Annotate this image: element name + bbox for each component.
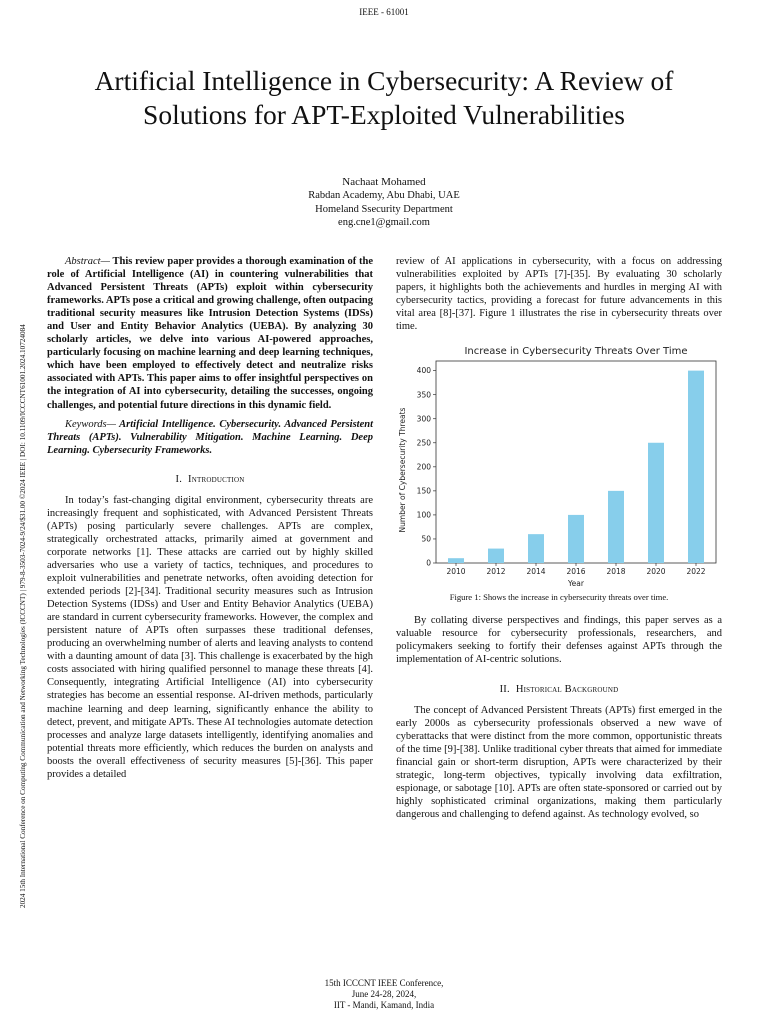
x-tick-label: 2012 (486, 567, 506, 577)
figure-1 (396, 341, 722, 589)
footer-line-2: June 24-28, 2024, (351, 989, 417, 999)
author-affiliation: Rabdan Academy, Abu Dhabi, UAE (308, 190, 460, 202)
historical-paragraph: The concept of Advanced Persistent Threats (APTs) first emerged in the early 2000s as cybersecurity professionals observed a new wave of cyberattacks that were distinct from the more common, opportunistic threats of the time [9]-[38]. Unlike traditional cyber threats that aimed for immediate financial gain or short-term disruption, APTs were characterized by their strategic, long-term objectives, typically involving data exfiltration, espionage, or sabotage [10]. APTs are often state-sponsored or carried out by highly sophisticated criminal organizations, making them particularly dangerous and challenging to defend against. As technology evolved, so (396, 704, 722, 820)
author-block (0, 176, 768, 230)
threats-bar-chart (396, 341, 722, 589)
x-tick-label: 2020 (646, 567, 666, 577)
collating-paragraph: By collating diverse perspectives and findings, this paper serves as a valuable resource for cybersecurity professionals, researchers, and policymakers seeking to fortify their defenses against APTs through the implementation of AI-centric solutions. (396, 615, 722, 666)
y-tick-label: 0 (426, 558, 431, 568)
title-line-2: Solutions for APT-Exploited Vulnerabilities (143, 99, 625, 130)
y-tick-label: 350 (416, 390, 431, 400)
chart-title: Increase in Cybersecurity Threats Over Time (464, 346, 688, 358)
bar-2022 (688, 371, 704, 563)
y-tick-label: 300 (416, 414, 431, 424)
x-tick-label: 2022 (686, 567, 706, 577)
abstract (47, 255, 373, 412)
title-line-1: Artificial Intelligence in Cybersecurity: A Review of (94, 65, 674, 96)
y-tick-label: 150 (416, 486, 431, 496)
y-tick-label: 400 (416, 366, 431, 376)
abstract-text: This review paper provides a thorough examination of the role of Artificial Intelligence (AI) in countering vulnerabilities that Advanced Persistent Threats (APTs) exploit within cybersecurity frameworks. APTs pose a critical and growing challenge, often outpacing traditional security measures like Intrusion Detection Systems (IDSs) and User and Entity Behavior Analytics (UEBA). By analyzing 30 scholarly articles, we delve into various AI-powered approaches, particularly focusing on machine learning and deep learning techniques, which have been employed to effectively detect and neutralize risks associated with APTs. This paper aims to offer insightful perspectives on the integration of AI into cybersecurity, detailing the successes, ongoing challenges, and potential future directions in this dynamic field. (47, 256, 373, 411)
author-name: Nachaat Mohamed (342, 176, 426, 188)
page-header: IEEE - 61001 (359, 7, 409, 17)
bar-2020 (648, 443, 664, 563)
y-tick-label: 250 (416, 438, 431, 448)
bar-2012 (488, 549, 504, 563)
bar-2016 (568, 515, 584, 563)
review-paragraph: review of AI applications in cybersecurity, with a focus on addressing vulnerabilities exploited by APTs [7]-[35]. By evaluating 30 scholarly papers, it highlights both the achievements and hurdles in merging AI with cybersecurity tactics, providing a forecast for future advancements in this vital area [8]-[37]. Figure 1 illustrates the rise in cybersecurity threats over time. (396, 256, 722, 333)
right-column (396, 255, 722, 821)
page-footer (0, 978, 768, 1011)
x-tick-label: 2014 (526, 567, 546, 577)
section-number: I. (175, 473, 183, 485)
x-tick-label: 2018 (606, 567, 626, 577)
section-title: Introduction (188, 473, 245, 485)
section-heading-introduction (47, 473, 373, 486)
footer-line-3: IIT - Mandi, Kamand, India (333, 1000, 435, 1010)
section-title: Historical Background (515, 683, 619, 695)
keywords-lead: Keywords— (65, 418, 116, 430)
introduction-paragraph: In today’s fast-changing digital environment, cybersecurity threats are increasingly frequent and sophisticated, with Advanced Persistent Threats (APTs) posing particularly severe challenges. APTs are complex, strategically orchestrated attacks, primarily aimed at government and corporate networks [1]. These attacks are carried out by highly skilled adversaries who use a variety of tactics, techniques, and procedures to exploit vulnerabilities and penetrate networks, often avoiding detection for extended periods [2]-[34]. Traditional security measures such as Intrusion Detection Systems (IDSs) and User and Entity Behavior Analytics (UEBA) are standard in current cybersecurity frameworks. However, the complex and persistent nature of APTs often surpasses these traditional defenses, producing an overwhelming number of alerts and leaving analysts to contend with a daunting amount of data [3]. This challenge is exacerbated by the high costs associated with hiring qualified personnel to manage these threats [4]. Consequently, integrating Artificial Intelligence (AI) into cybersecurity strategies has become an essential response. AI-driven methods, particularly machine learning and deep learning, significantly enhance the ability to detect, prevent, and mitigate APTs. These AI technologies automate detection processes and analyze large datasets intelligently, identifying anomalies and potential threats more efficiently, which reduces the burden on analysts and boosts the overall effectiveness of security measures [5]-[36]. This paper provides a detailed (47, 494, 373, 780)
side-citation-note: 2024 15th International Conference on Computing Communication and Networking Technologies (ICCCNT) | 979-8-3503-7024-9/24/$31.00 ©2024 IEEE | DOI: 10.1109/ICCCNT61001.2024.10724084 (19, 324, 27, 908)
footer-line-1: 15th ICCCNT IEEE Conference, (324, 978, 444, 988)
bar-2018 (608, 491, 624, 563)
abstract-lead: Abstract— (65, 256, 110, 267)
section-heading-historical-background (396, 683, 722, 696)
figure-caption: Figure 1: Shows the increase in cybersecurity threats over time. (449, 592, 669, 603)
author-email: eng.cne1@gmail.com (338, 217, 430, 229)
y-tick-label: 100 (416, 510, 431, 520)
y-tick-label: 50 (421, 534, 431, 544)
author-department: Homeland Ssecurity Department (315, 203, 453, 215)
paper-title (40, 64, 728, 132)
left-column (47, 255, 373, 781)
bar-2014 (528, 534, 544, 563)
y-axis-label: Number of Cybersecurity Threats (398, 407, 407, 533)
y-tick-label: 200 (416, 462, 431, 472)
x-tick-label: 2010 (446, 567, 466, 577)
section-number: II. (499, 683, 510, 695)
keywords (47, 418, 373, 457)
x-axis-label: Year (568, 579, 584, 589)
x-tick-label: 2016 (566, 567, 586, 577)
bar-2010 (448, 558, 464, 563)
keywords-text: Artificial Intelligence. Cybersecurity. Advanced Persistent Threats (APTs). Vulnerability Mitigation. Machine Learning. Deep Learning. Cybersecurity Frameworks. (47, 418, 373, 456)
